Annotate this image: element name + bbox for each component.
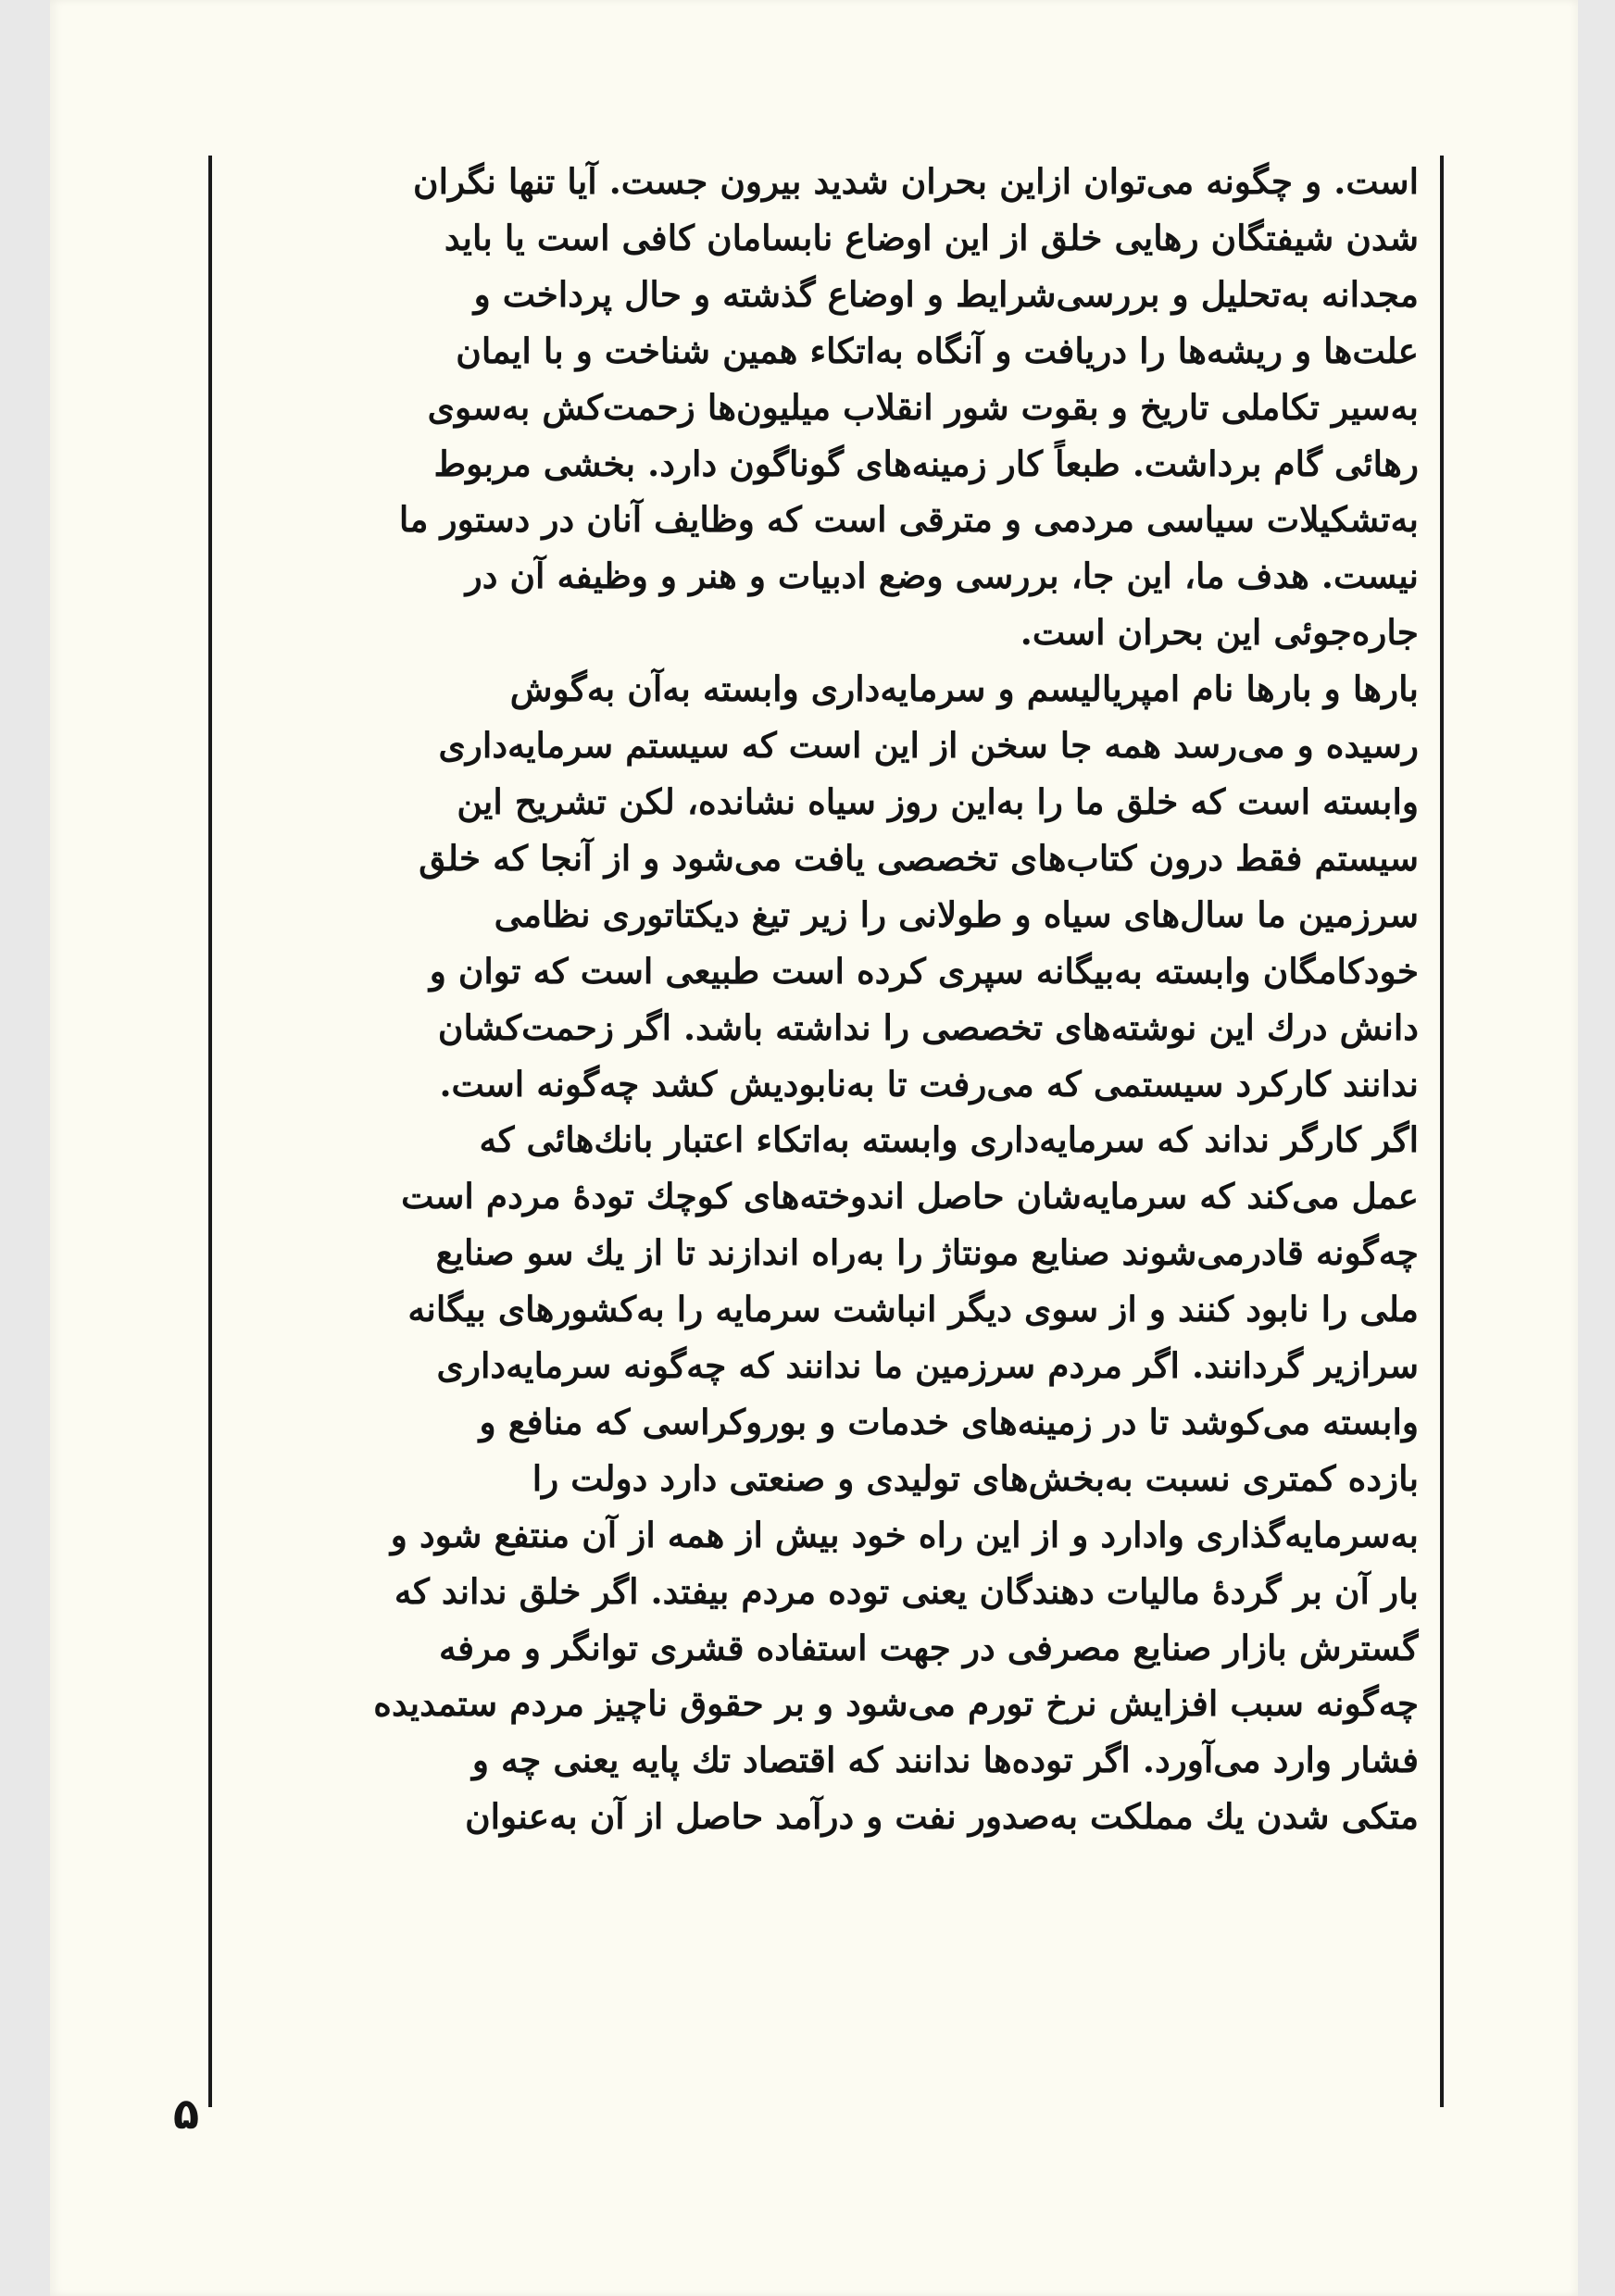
text-line: سرازیر گردانند. اگر مردم سرزمین ما ندانند که چه‌گونه سرمایه‌داری <box>436 1345 1419 1387</box>
text-line: سرزمین ما سال‌های سیاه و طولانی را زیر تیغ دیکتاتوری نظامی <box>494 893 1419 935</box>
text-line: ندانند کارکرد سیستمی که می‌رفت تا به‌نابودیش کشد چه‌گونه است. <box>439 1063 1419 1104</box>
text-line: بازده کمتری نسبت به‌بخش‌های تولیدی و صنعتی دارد دولت را <box>532 1457 1419 1499</box>
right-margin-rule <box>1440 156 1444 2107</box>
text-line: ملی را نابود کنند و از سوی دیگر انباشت سرمایه را به‌کشورهای بیگانه <box>407 1289 1419 1330</box>
text-line: سیستم فقط درون کتاب‌های تخصصی یافت می‌شود و از آنجا که خلق <box>419 837 1419 879</box>
text-line: بارها و بارها نام امپریالیسم و سرمایه‌داری وابسته به‌آن به‌گوش <box>509 668 1419 710</box>
text-line: رسیده و می‌رسد همه جا سخن از این است که سیستم سرمایه‌داری <box>438 725 1419 767</box>
text-line: است. و چگونه می‌توان ازاین بحران شدید بیرون جست. آیا تنها نگران <box>413 161 1419 202</box>
text-line: مجدانه به‌تحلیل و بررسی‌شرایط و اوضاع گذشته و حال پرداخت و <box>473 273 1419 315</box>
body-text <box>267 154 1419 2107</box>
text-line: متکی شدن یك مملکت به‌صدور نفت و درآمد حاصل از آن به‌عنوان <box>465 1796 1419 1838</box>
text-line: جاره‌جوئی این بحران است. <box>1020 612 1419 654</box>
text-line: دانش درك این نوشته‌های تخصصی را نداشته باشد. اگر زحمت‌کشان <box>437 1006 1419 1048</box>
text-line: علت‌ها و ریشه‌ها را دریافت و آنگاه به‌اتکاء همین شناخت و با ایمان <box>456 330 1419 371</box>
text-line: عمل می‌کند که سرمایه‌شان حاصل اندوخته‌های کوچك تودهٔ مردم است <box>401 1176 1419 1217</box>
book-page <box>50 0 1578 2296</box>
text-line: خودکامگان وابسته به‌بیگانه سپری کرده است طبیعی است که توان و <box>429 950 1419 992</box>
text-line: چه‌گونه قادرمی‌شوند صنایع مونتاژ را به‌راه اندازند تا از یك سو صنایع <box>435 1232 1419 1274</box>
text-line: به‌سیر تکاملی تاریخ و بقوت شور انقلاب میلیون‌ها زحمت‌کش به‌سوی <box>427 386 1419 428</box>
text-line: به‌سرمایه‌گذاری وادارد و از این راه خود بیش از همه از آن منتفع شود و <box>390 1514 1419 1555</box>
text-line: اگر کارگر نداند که سرمایه‌داری وابسته به‌اتکاء اعتبار بانك‌هائی که <box>479 1119 1419 1161</box>
text-line: چه‌گونه سبب افزایش نرخ تورم می‌شود و بر حقوق ناچیز مردم ستمدیده <box>373 1683 1419 1725</box>
text-line: نیست. هدف ما، این جا، بررسی وضع ادبیات و هنر و وظیفه آن در <box>465 555 1419 597</box>
text-line: وابسته است که خلق ما را به‌این روز سیاه نشانده، لکن تشریح این <box>457 780 1419 822</box>
text-line: بار آن بر گردهٔ مالیات دهندگان یعنی توده مردم بیفتد. اگر خلق نداند که <box>394 1570 1419 1612</box>
left-margin-rule <box>208 156 212 2107</box>
text-line: فشار وارد می‌آورد. اگر توده‌ها ندانند که اقتصاد تك پایه یعنی چه و <box>471 1740 1419 1781</box>
text-line: وابسته می‌کوشد تا در زمینه‌های خدمات و بوروکراسی که منافع و <box>479 1401 1419 1442</box>
text-line: گسترش بازار صنایع مصرفی در جهت استفاده قشری توانگر و مرفه <box>438 1627 1419 1668</box>
text-line: رهائی گام برداشت. طبعاً کار زمینه‌های گوناگون دارد. بخشی مربوط <box>433 443 1419 484</box>
page-number: ۵ <box>173 2089 200 2139</box>
text-line: شدن شیفتگان رهایی خلق از این اوضاع نابسامان کافی است یا باید <box>444 217 1419 258</box>
text-line: به‌تشکیلات سیاسی مردمی و مترقی است که وظایف آنان در دستور ما <box>398 499 1419 541</box>
